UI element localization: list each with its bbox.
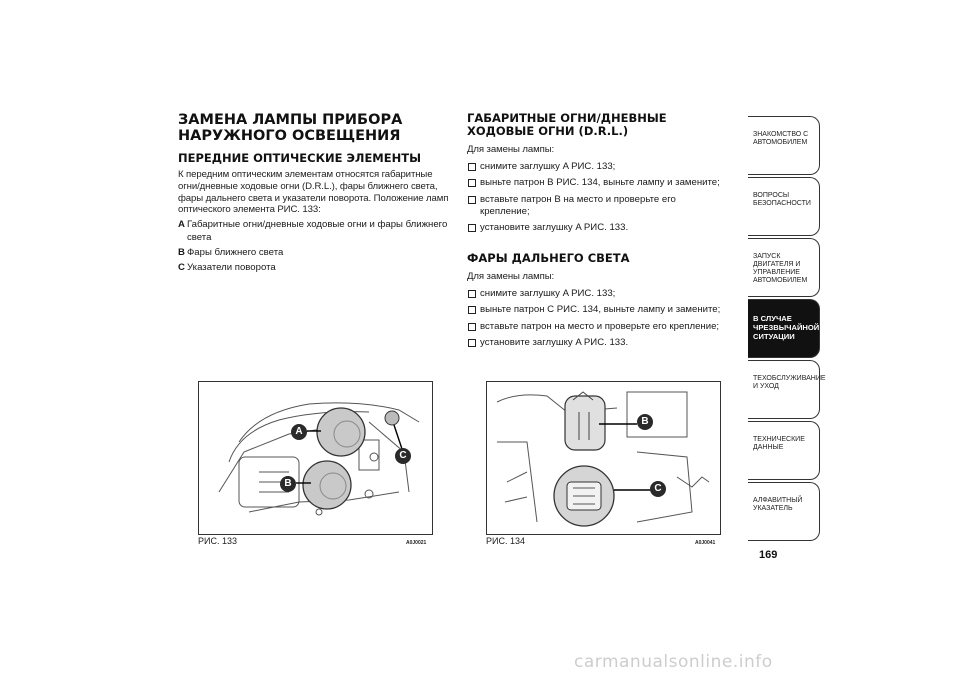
legend-item-c	[178, 261, 450, 274]
lamp-cap-a	[317, 408, 365, 456]
legend-text: Габаритные огни/дневные ходовые огни и фары ближнего света	[187, 219, 448, 244]
chapter-tabs	[748, 116, 826, 543]
callout-b: B	[637, 414, 653, 430]
section-title: ЗАМЕНА ЛАМПЫ ПРИБОРА НАРУЖНОГО ОСВЕЩЕНИЯ	[178, 112, 403, 144]
figure-133-code: A0J0021	[406, 540, 427, 546]
watermark: carmanualsonline.info	[574, 652, 773, 672]
right-column	[467, 112, 722, 349]
legend-letter: A	[178, 219, 185, 231]
figure-133-headlight	[198, 381, 433, 535]
legend-letter: B	[178, 247, 185, 259]
legend-item-b	[178, 246, 450, 259]
left-column	[178, 112, 450, 274]
callout-c: C	[395, 448, 411, 464]
checkbox-bullet-icon	[468, 323, 476, 331]
list-item: выньте патрон B РИС. 134, выньте лампу и замените;	[467, 177, 722, 189]
lamp-cap-b	[303, 461, 351, 509]
legend-item-a	[178, 218, 450, 244]
list-item: выньте патрон C РИС. 134, выньте лампу и замените;	[467, 304, 722, 316]
checkbox-bullet-icon	[468, 290, 476, 298]
tab-maintenance[interactable]: ТЕХОБСЛУЖИВАНИЕ И УХОД	[748, 360, 820, 419]
tab-technical-data[interactable]: ТЕХНИЧЕСКИЕ ДАННЫЕ	[748, 421, 820, 480]
figure-134-caption: РИС. 134	[486, 536, 525, 546]
figure-133-caption: РИС. 133	[198, 536, 237, 546]
tab-introduction[interactable]: ЗНАКОМСТВО С АВТОМОБИЛЕМ	[748, 116, 820, 175]
high-beam-intro: Для замены лампы:	[467, 270, 555, 282]
list-item: установите заглушку A РИС. 133.	[467, 222, 722, 234]
callout-b: B	[280, 476, 296, 492]
drl-intro: Для замены лампы:	[467, 144, 555, 155]
legend-text: Указатели поворота	[187, 262, 276, 274]
list-item: вставьте патрон на место и проверьте его крепление;	[467, 321, 722, 333]
checkbox-bullet-icon	[468, 196, 476, 204]
drl-steps	[467, 161, 722, 234]
headlight-rear-illustration	[487, 382, 720, 534]
checkbox-bullet-icon	[468, 339, 476, 347]
drl-heading: ГАБАРИТНЫЕ ОГНИ/ДНЕВНЫЕ ХОДОВЫЕ ОГНИ (D.R.L.)	[467, 111, 667, 138]
checkbox-bullet-icon	[468, 306, 476, 314]
tab-safety[interactable]: ВОПРОСЫ БЕЗОПАСНОСТИ	[748, 177, 820, 236]
list-item: вставьте патрон B на место и проверьте его крепление;	[467, 194, 722, 217]
page-number: 169	[759, 549, 778, 561]
figure-134-code: A0J0041	[695, 540, 716, 546]
list-item: установите заглушку A РИС. 133.	[467, 337, 722, 349]
figure-134-headlight	[486, 381, 721, 535]
callout-c: C	[650, 481, 666, 497]
checkbox-bullet-icon	[468, 163, 476, 171]
list-item: снимите заглушку A РИС. 133;	[467, 161, 722, 173]
legend-text: Фары ближнего света	[187, 247, 284, 259]
list-item: снимите заглушку A РИС. 133;	[467, 288, 722, 300]
tab-starting-driving[interactable]: ЗАПУСК ДВИГАТЕЛЯ И УПРАВЛЕНИЕ АВТОМОБИЛЕМ	[748, 238, 820, 297]
bulb-holder-b	[565, 396, 605, 450]
high-beam-steps	[467, 288, 722, 349]
tab-index[interactable]: АЛФАВИТНЫЙ УКАЗАТЕЛЬ	[748, 482, 820, 541]
checkbox-bullet-icon	[468, 224, 476, 232]
front-optics-heading: ПЕРЕДНИЕ ОПТИЧЕСКИЕ ЭЛЕМЕНТЫ	[178, 151, 421, 165]
legend-letter: C	[178, 262, 185, 274]
checkbox-bullet-icon	[468, 179, 476, 187]
callout-a: A	[291, 424, 307, 440]
high-beam-heading: ФАРЫ ДАЛЬНЕГО СВЕТА	[467, 250, 630, 265]
front-optics-text: К передним оптическим элементам относятся габаритные огни/дневные ходовые огни (D.R.L.), фары ближнего света, фары дальнего света и указатели поворота. Положение ламп оптического элемента РИС. 133:	[178, 169, 449, 216]
tab-emergency[interactable]: В СЛУЧАЕ ЧРЕЗВЫЧАЙНОЙ СИТУАЦИИ	[748, 299, 820, 358]
